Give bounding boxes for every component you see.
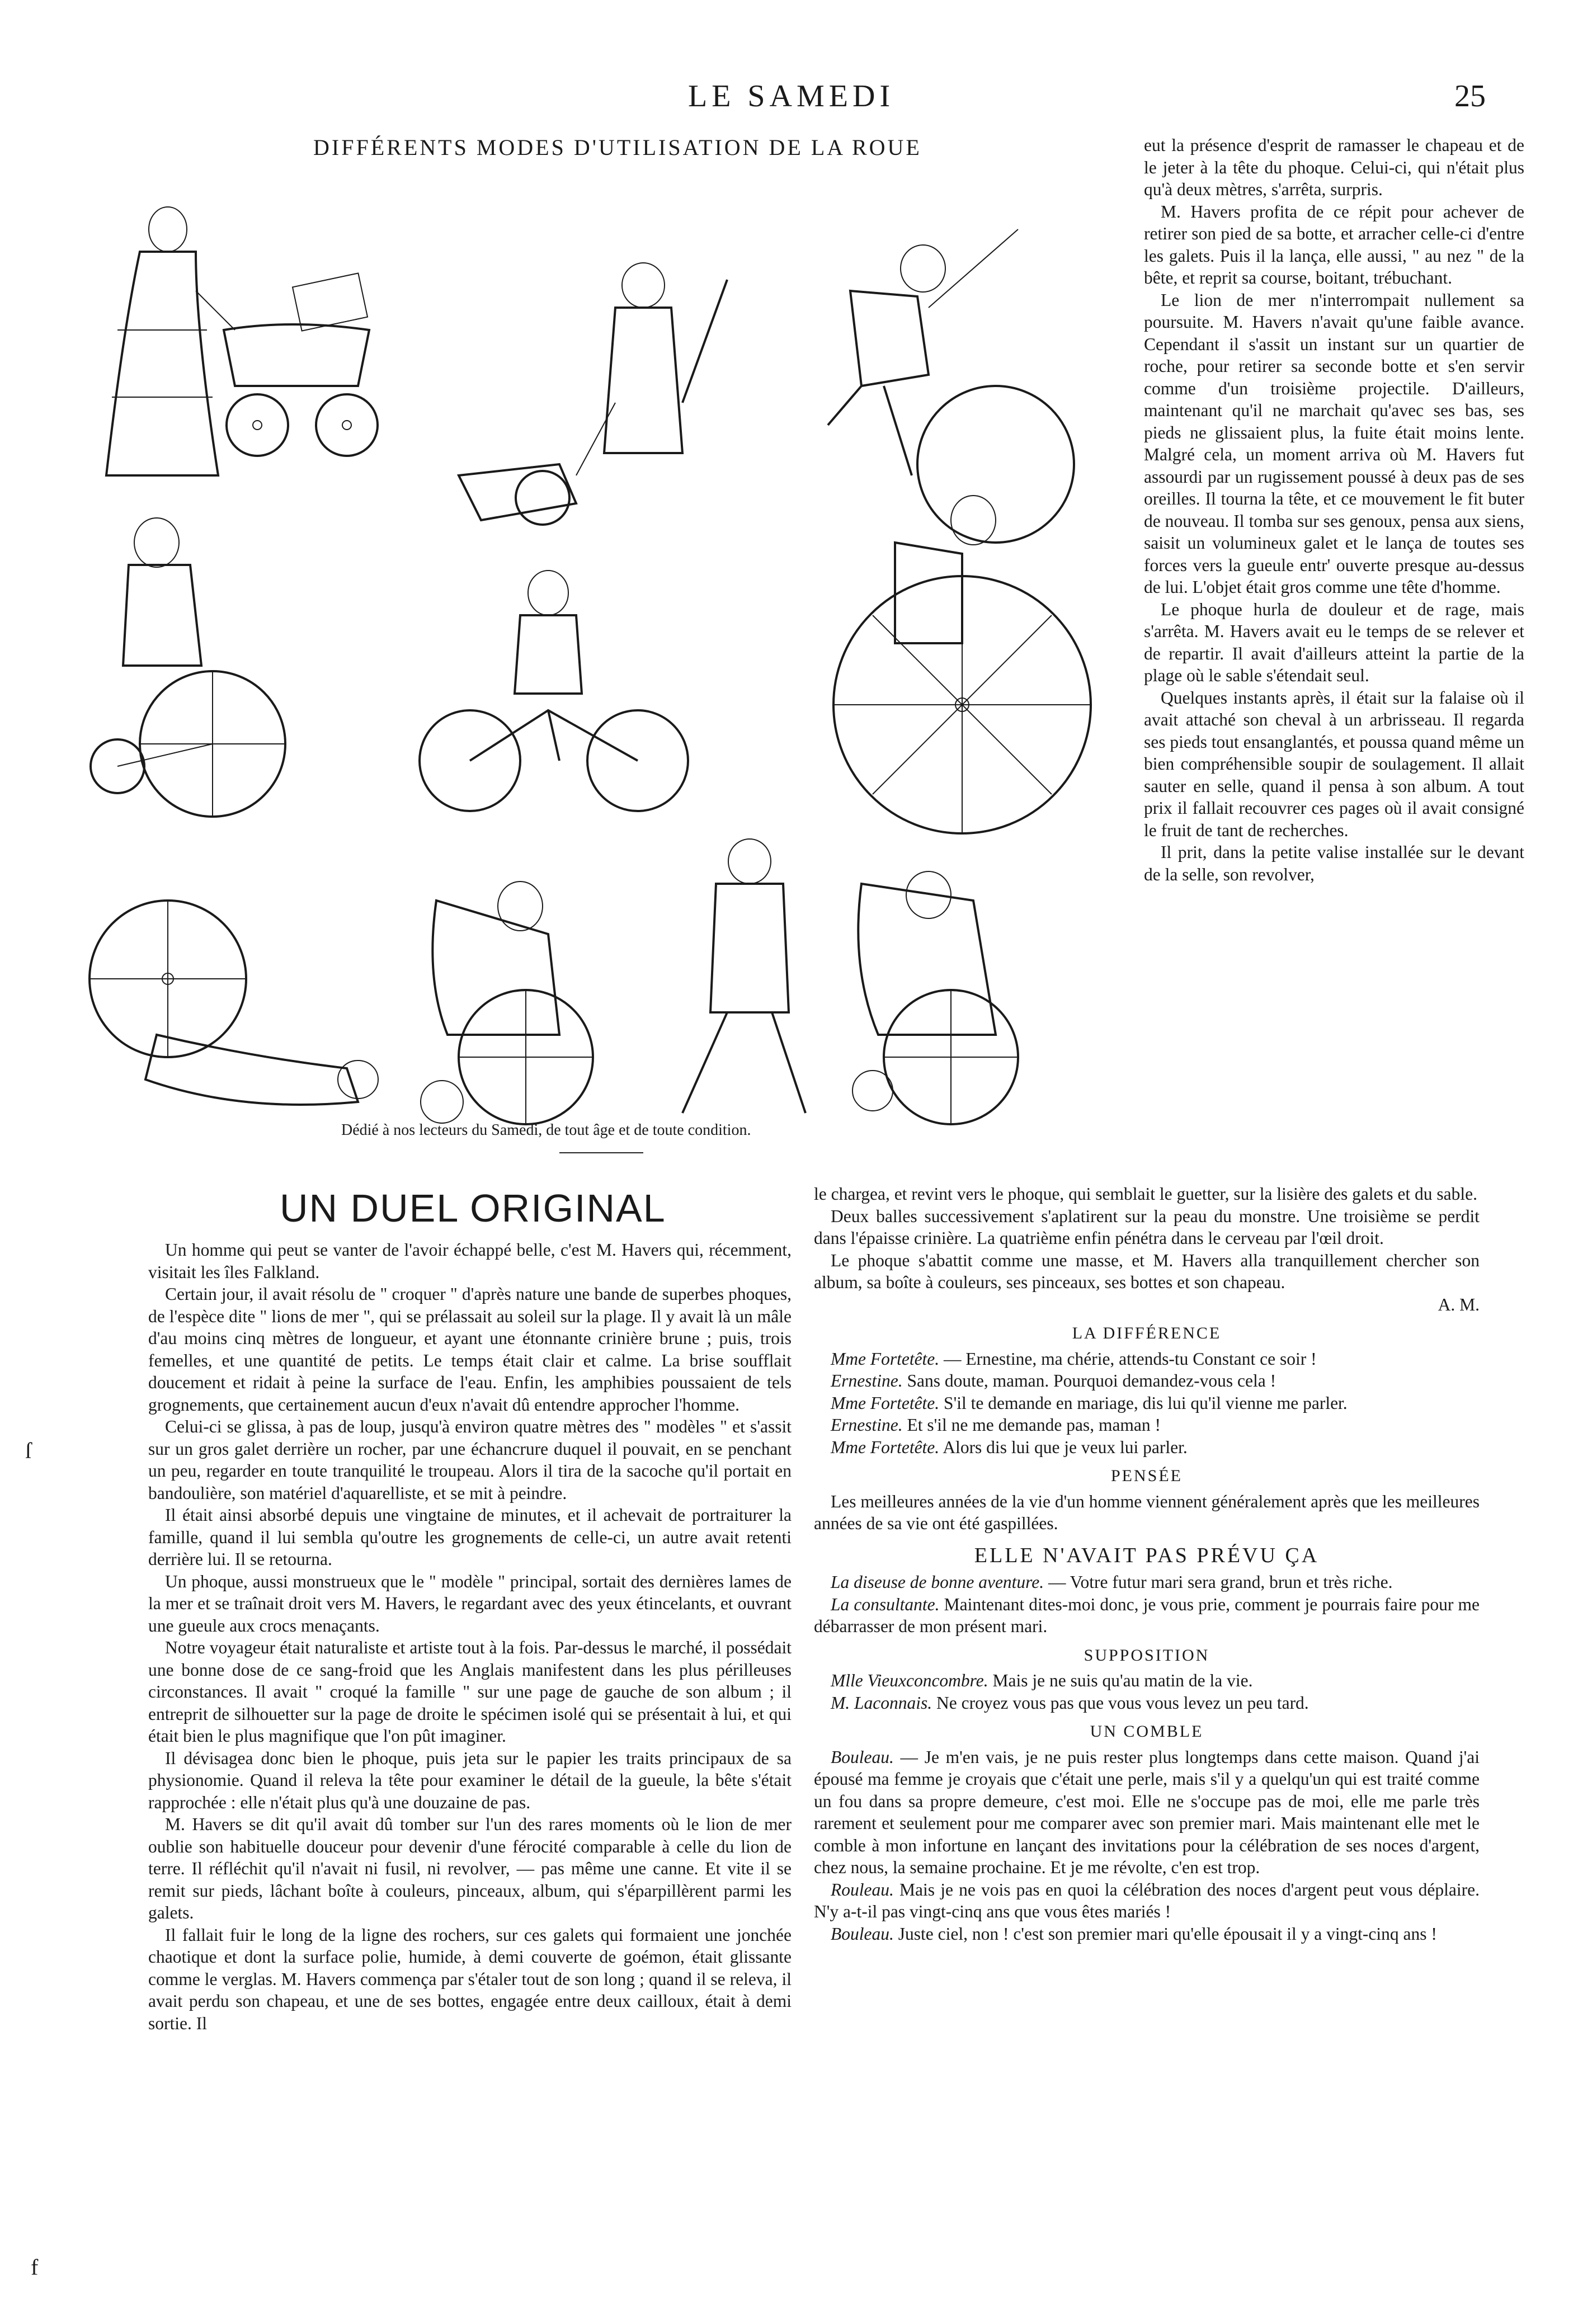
- line-text: — Votre futur mari sera grand, brun et très riche.: [1048, 1572, 1393, 1592]
- dialogue-line: [814, 1370, 1480, 1392]
- paragraph: Le phoque hurla de douleur et de rage, mais s'arrêta. M. Havers avait eu le temps de se relever et de repartir. Il avait d'ailleurs atteint la partie de la plage où le sable s'étendait seul.: [1144, 599, 1524, 685]
- pram-woman-engraving: [106, 207, 378, 475]
- line-text: — Je m'en vais, je ne puis rester plus longtemps dans cette maison. Quand j'ai épousé ma femme je croyais que c'était une perle, mais s'il y a quelqu'un qui est traité comme un fou dans sa propre demeure, c'est moi. Elle ne s'occupe pas de moi, elle me parle très rarement et seulement pour me comparer avec son premier mari. Mais maintenant elle met le comble à mon infortune en lançant des invitations pour la célébration de ses noces d'argent, chez nous, la semaine prochaine. Et je me révolte, c'en est trop.: [814, 1747, 1480, 1877]
- line-text: Mais je ne vois pas en quoi la célébration des noces d'argent peut vous déplaire. N'y a-t-il pas vingt-cinq ans que vous êtes mariés !: [814, 1879, 1480, 1921]
- speaker: La consultante.: [831, 1594, 940, 1614]
- paragraph: Certain jour, il avait résolu de " croquer " d'après nature une bande de superbes phoques, de l'espèce dite " lions de mer ", qui se prélassait au soleil sur la plage. Il y avait là un mâle d'au moins cinq mètres de longueur, et ayant une étonnante crinière brune ; puis, trois femelles, et une quantité de petits. Le temps était clair et calme. La brise soufflait doucement et ridait à peine la surface de l'eau. Enfin, les amphibies poussaient de tels grognements, que certainement aucun d'eux n'avait dû entendre approcher l'homme.: [148, 1284, 792, 1415]
- section-title-prevu: ELLE N'AVAIT PAS PRÉVU ÇA: [974, 1543, 1320, 1567]
- margin-mark: ſ: [25, 1438, 32, 1463]
- line-text: Sans doute, maman. Pourquoi demandez-vous cela !: [907, 1371, 1276, 1390]
- line-text: — Ernestine, ma chérie, attends-tu Constant ce soir !: [944, 1349, 1317, 1369]
- dialogue-line: [814, 1746, 1480, 1879]
- speaker: La diseuse de bonne aventure.: [831, 1572, 1044, 1592]
- paragraph: Deux balles successivement s'aplatirent sur la peau du monstre. Une troisième se perdit dans l'épaisse crinière. La quatrième enfin pénétra dans le cerveau par l'œil droit.: [814, 1206, 1480, 1248]
- paragraph: Celui-ci se glissa, à pas de loup, jusqu'à environ quatre mètres des " modèles " et s'assit sur un gros galet derrière un rocher, par une échancrure duquel il pouvait, en se penchant un peu, regarder en toute tranquilité le troupeau. Alors il tira de la sacoche qu'il portait en bandoulière, son matériel d'aquarelliste, et se mit à peindre.: [148, 1417, 792, 1503]
- paragraph: Il prit, dans la petite valise installée sur le devant de la selle, son revolver,: [1144, 842, 1524, 884]
- speaker: Ernestine.: [831, 1415, 903, 1435]
- child-tricycle-engraving: [91, 518, 285, 817]
- paragraph: M. Havers se dit qu'il avait dû tomber sur l'un des rares moments où le lion de mer oublie son habituelle douceur pour devenir d'une férocité comparable à celle du lion de terre. Il réfléchit qu'il n'avait ni fusil, ni revolver, — pas même une canne. Et vite il se remit sur pieds, lâchant boîte à couleurs, pinceaux, album, qui s'éparpillèrent parmi les galets.: [148, 1814, 792, 1922]
- dialogue-line: [814, 1436, 1480, 1459]
- dialogue-line: [814, 1571, 1480, 1594]
- dialogue-line: [814, 1348, 1480, 1370]
- dialogue-line: [814, 1414, 1480, 1436]
- paragraph: Quelques instants après, il était sur la falaise où il avait attaché son cheval à un arbrisseau. Il regarda ses pieds tout ensanglantés, et poussa quand même un bien compréhensible soupir de soulagement. Il allait sauter en selle, quand il pensa à son album. A tout prix il fallait recouvrer ces pages où il avait consigné le fruit de tant de recherches.: [1144, 687, 1524, 840]
- engravings: [56, 162, 1119, 1147]
- article-body: [148, 1239, 792, 2034]
- line-text: Juste ciel, non ! c'est son premier mari qu'elle épousait il y a vingt-cinq ans !: [898, 1924, 1437, 1944]
- paragraph: Il dévisagea donc bien le phoque, puis jeta sur le papier les traits principaux de sa physionomie. Quand il releva la tête pour examiner le détail de la gueule, la bête s'était rapprochée : elle n'était plus qu'à une douzaine de pas.: [148, 1748, 792, 1812]
- paragraph: Il était ainsi absorbé depuis une vingtaine de minutes, et il achevait de portraiturer la famille, quand il lui sembla qu'outre les grognements de celle-ci, un autre avait retenti derrière lui. Il se retourna.: [148, 1505, 792, 1569]
- line-text: Et s'il ne me demande pas, maman !: [907, 1415, 1161, 1435]
- paragraph: eut la présence d'esprit de ramasser le chapeau et de le jeter à la tête du phoque. Celui-ci, qui n'était plus qu'à deux mètres, s'arrêta, surpris.: [1144, 135, 1524, 199]
- wheelchair-man-engraving: [421, 881, 593, 1124]
- section-title-supposition: SUPPOSITION: [1084, 1646, 1210, 1665]
- page-header: [0, 78, 1578, 117]
- right-column: [1144, 134, 1524, 885]
- speaker: Mme Fortetête.: [831, 1349, 940, 1369]
- dialogue-line: [814, 1594, 1480, 1638]
- speaker: Mme Fortetête.: [831, 1437, 940, 1457]
- page-number: 25: [1454, 79, 1486, 114]
- fallen-cyclist-engraving: [90, 901, 378, 1105]
- speaker: Mme Fortetête.: [831, 1393, 940, 1413]
- paragraph: Notre voyageur était naturaliste et artiste tout à la fois. Par-dessus le marché, il possédait une bonne dose de ce sang-froid que les Anglais manifestent dans les plus périlleuses circonstances. Il avait " croqué la famille " sur une page de gauche de son album ; il entreprit de silhouetter sur la page de droite le spécimen isolé qui se présentait à lui, et qui était bien le plus magnifique que l'on pût imaginer.: [148, 1638, 792, 1746]
- paragraph: Un phoque, aussi monstrueux que le " modèle " principal, sortait des dernières lames de la mer et se traînait droit vers M. Havers, le regardant avec des yeux étincelants, et ouvrant une gueule aux crocs menaçants.: [148, 1571, 792, 1635]
- paragraph: Le lion de mer n'interrompait nullement sa poursuite. M. Havers n'avait qu'une faible avance. Cependant il s'assit un instant sur un quartier de roche, pour retirer sa seconde botte et s'en servir comme d'un troisième projectile. D'ailleurs, maintenant qu'il ne marchait qu'avec ses bas, ses pieds ne glissaient plus, la fuite était moins lente. Malgré cela, un moment arriva où M. Havers fut assourdi par un rugissement poussé à deux pas de ses oreilles. Il tourna la tête, et ce mouvement le fit buter de nouveau. Il tomba sur ses genoux, pensa aux siens, saisit un volumineux galet et le lança de toutes ses forces vers la gueule entr' ouverte presque au-dessus de lui. L'objet était gros comme une tête d'homme.: [1144, 290, 1524, 597]
- dialogue-line: [814, 1923, 1480, 1945]
- dialogue-line: [814, 1879, 1480, 1923]
- dialogue-line: [814, 1392, 1480, 1415]
- speaker: M. Laconnais.: [831, 1693, 932, 1713]
- paragraph: Les meilleures années de la vie d'un homme viennent généralement après que les meilleures années de sa vie ont été gaspillées.: [814, 1491, 1480, 1533]
- line-text: S'il te demande en mariage, dis lui qu'il vienne me parler.: [944, 1393, 1348, 1413]
- dialogue-line: [814, 1670, 1480, 1692]
- bicycle-rider-engraving: [420, 571, 688, 811]
- speaker: Rouleau.: [831, 1879, 894, 1899]
- line-text: Alors dis lui que je veux lui parler.: [943, 1437, 1188, 1457]
- paragraph: Un homme qui peut se vanter de l'avoir échappé belle, c'est M. Havers qui, récemment, visitait les îles Falkland.: [148, 1240, 792, 1282]
- speaker: Bouleau.: [831, 1747, 894, 1767]
- paragraph: le chargea, et revint vers le phoque, qui semblait le guetter, sur la lisière des galets et du sable.: [814, 1184, 1478, 1204]
- line-text: Ne croyez vous pas que vous vous levez un peu tard.: [936, 1693, 1309, 1713]
- wheel-illustration: [56, 129, 1119, 1158]
- speaker: Mlle Vieuxconcombre.: [831, 1671, 988, 1690]
- child-cart-engraving: [459, 263, 727, 525]
- chair-attendant-engraving: [682, 839, 1018, 1124]
- speaker: Bouleau.: [831, 1924, 894, 1944]
- paragraph: Le phoque s'abattit comme une masse, et M. Havers alla tranquillement chercher son album, sa boîte à couleurs, ses pinceaux, ses bottes et son chapeau.: [814, 1250, 1480, 1292]
- lower-right-column: [814, 1183, 1480, 1945]
- boy-hoop-engraving: [828, 229, 1074, 543]
- divider-rule: [559, 1152, 643, 1153]
- dialogue-line: [814, 1692, 1480, 1714]
- high-wheeler-engraving: [833, 496, 1091, 833]
- journal-title: LE SAMEDI: [688, 79, 895, 114]
- section-title-comble: UN COMBLE: [1090, 1722, 1204, 1741]
- speaker: Ernestine.: [831, 1371, 903, 1390]
- line-text: Maintenant dites-moi donc, je vous prie, comment je pourrais faire pour me débarrasser de mon présent mari.: [814, 1594, 1480, 1636]
- article-title: UN DUEL ORIGINAL: [280, 1186, 666, 1230]
- margin-mark: f: [31, 2255, 39, 2280]
- illustration-title: DIFFÉRENTS MODES D'UTILISATION DE LA ROUE: [313, 135, 922, 160]
- article-signature: A. M.: [1438, 1294, 1480, 1314]
- illustration-caption: Dédié à nos lecteurs du Samedi, de tout âge et de toute condition.: [341, 1121, 751, 1139]
- paragraph: M. Havers profita de ce répit pour achever de retirer son pied de sa botte, et arracher celle-ci d'entre les galets. Puis il la lança, elle aussi, " au nez " de la bête, et reprit sa course, boitant, trébuchant.: [1144, 201, 1524, 287]
- section-title-difference: LA DIFFÉRENCE: [1072, 1324, 1222, 1342]
- section-title-pensee: PENSÉE: [1110, 1467, 1183, 1485]
- line-text: Mais je ne suis qu'au matin de la vie.: [992, 1671, 1253, 1690]
- paragraph: Il fallait fuir le long de la ligne des rochers, sur ces galets qui formaient une jonchée chaotique et dont la surface polie, humide, à demi couverte de goémon, était glissante comme le verglas. M. Havers commença par s'étaler tout de son long ; quand il se releva, il avait perdu son chapeau, et une de ses bottes, engagée entre deux cailloux, était à demi sortie. Il: [148, 1925, 792, 2033]
